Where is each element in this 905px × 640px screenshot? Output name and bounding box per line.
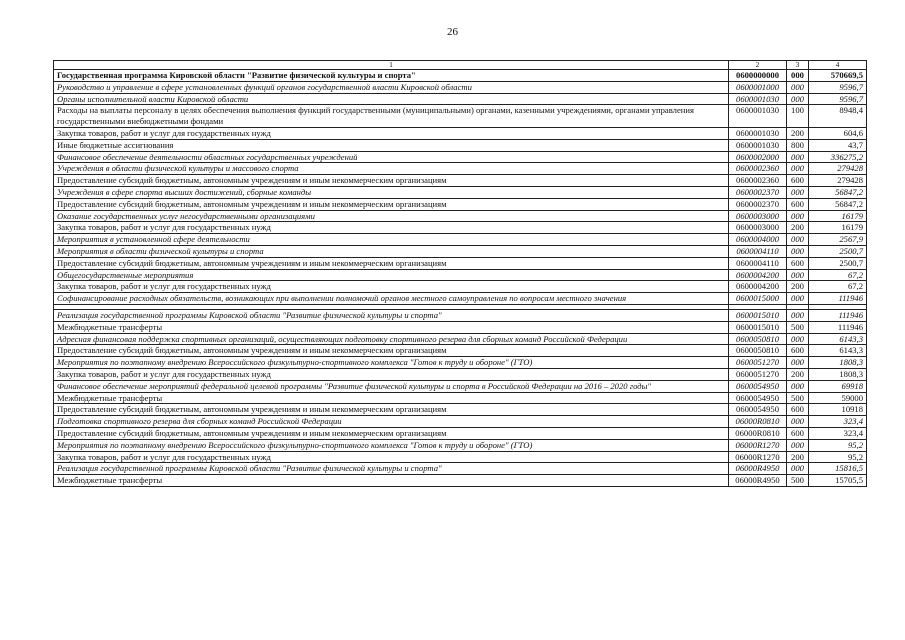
row-sum: 56847,2	[809, 198, 867, 210]
table-row	[54, 368, 867, 380]
row-name: Межбюджетные трансферты	[54, 475, 729, 487]
row-sum: 111946	[809, 321, 867, 333]
row-sum: 1808,3	[809, 357, 867, 369]
table-row	[54, 416, 867, 428]
row-code: 06000R0810	[729, 416, 787, 428]
row-sum: 570669,5	[809, 70, 867, 82]
table-row	[54, 333, 867, 345]
row-type: 000	[787, 439, 809, 451]
row-type: 600	[787, 345, 809, 357]
table-row	[54, 222, 867, 234]
row-code: 0600004110	[729, 257, 787, 269]
column-header-code: 2	[729, 61, 787, 70]
row-sum: 10918	[809, 404, 867, 416]
row-code: 06000R1270	[729, 439, 787, 451]
row-type: 000	[787, 245, 809, 257]
row-type: 000	[787, 463, 809, 475]
table-header-row	[54, 61, 867, 70]
row-sum: 8948,4	[809, 105, 867, 128]
row-sum: 67,2	[809, 281, 867, 293]
table-row	[54, 93, 867, 105]
row-code: 0600002000	[729, 151, 787, 163]
row-name: Софинансирование расходных обязательств, возникающих при выполнении полномочий органов местного самоуправления по вопросам местного значения	[54, 293, 729, 305]
row-sum: 111946	[809, 293, 867, 305]
row-code: 0600002360	[729, 175, 787, 187]
row-code: 0600000000	[729, 70, 787, 82]
column-header-sum: 4	[809, 61, 867, 70]
row-name: Предоставление субсидий бюджетным, автономным учреждениям и иным некоммерческим организациям	[54, 404, 729, 416]
row-name: Межбюджетные трансферты	[54, 321, 729, 333]
row-type: 600	[787, 257, 809, 269]
row-name: Государственная программа Кировской области "Развитие физической культуры и спорта"	[54, 70, 729, 82]
table-row	[54, 186, 867, 198]
row-code: 0600001030	[729, 127, 787, 139]
row-type: 000	[787, 81, 809, 93]
row-code: 06000R4950	[729, 463, 787, 475]
row-sum: 9596,7	[809, 93, 867, 105]
row-code: 0600001030	[729, 139, 787, 151]
row-name: Предоставление субсидий бюджетным, автономным учреждениям и иным некоммерческим организациям	[54, 345, 729, 357]
table-row	[54, 105, 867, 128]
row-type: 000	[787, 186, 809, 198]
row-name: Финансовое обеспечение деятельности областных государственных учреждений	[54, 151, 729, 163]
row-name: Органы исполнительной власти Кировской области	[54, 93, 729, 105]
row-type: 000	[787, 380, 809, 392]
row-code: 0600004000	[729, 234, 787, 246]
row-type: 000	[787, 416, 809, 428]
row-sum: 323,4	[809, 427, 867, 439]
table-row	[54, 281, 867, 293]
row-code: 0600003000	[729, 222, 787, 234]
row-sum: 604,6	[809, 127, 867, 139]
row-type: 600	[787, 175, 809, 187]
row-type: 000	[787, 357, 809, 369]
row-name: Мероприятия в области физической культуры и спорта	[54, 245, 729, 257]
row-type: 000	[787, 309, 809, 321]
row-code: 06000R0810	[729, 427, 787, 439]
row-name: Мероприятия в установленной сфере деятельности	[54, 234, 729, 246]
table-row	[54, 404, 867, 416]
row-type: 200	[787, 222, 809, 234]
row-sum: 2500,7	[809, 245, 867, 257]
row-type: 800	[787, 139, 809, 151]
row-code: 0600015010	[729, 309, 787, 321]
row-type: 600	[787, 404, 809, 416]
row-sum: 69918	[809, 380, 867, 392]
table-row	[54, 163, 867, 175]
row-code: 0600001000	[729, 81, 787, 93]
row-code: 0600051270	[729, 357, 787, 369]
row-sum: 323,4	[809, 416, 867, 428]
row-type: 500	[787, 321, 809, 333]
row-type: 200	[787, 451, 809, 463]
row-name: Предоставление субсидий бюджетным, автономным учреждениям и иным некоммерческим организациям	[54, 198, 729, 210]
row-code: 0600004110	[729, 245, 787, 257]
row-name: Учреждения в области физической культуры и массового спорта	[54, 163, 729, 175]
row-name: Подготовка спортивного резерва для сборных команд Российской Федерации	[54, 416, 729, 428]
row-sum: 111946	[809, 309, 867, 321]
row-type: 000	[787, 93, 809, 105]
table-row	[54, 321, 867, 333]
row-sum: 2567,9	[809, 234, 867, 246]
row-code: 06000R4950	[729, 475, 787, 487]
row-code: 0600001030	[729, 105, 787, 128]
row-code: 0600051270	[729, 368, 787, 380]
row-name: Закупка товаров, работ и услуг для государственных нужд	[54, 281, 729, 293]
row-type: 000	[787, 70, 809, 82]
row-code: 0600050810	[729, 345, 787, 357]
row-name: Финансовое обеспечение мероприятий федеральной целевой программы "Развитие физической культуры и спорта в Российской Федерации на 2016 – 2020 годы"	[54, 380, 729, 392]
row-sum: 279428	[809, 175, 867, 187]
row-name: Реализация государственной программы Кировской области "Развитие физической культуры и спорта"	[54, 309, 729, 321]
row-code: 0600050810	[729, 333, 787, 345]
table-row	[54, 257, 867, 269]
row-code: 0600002360	[729, 163, 787, 175]
table-row	[54, 345, 867, 357]
table-row	[54, 427, 867, 439]
row-sum: 95,2	[809, 439, 867, 451]
row-sum: 279428	[809, 163, 867, 175]
row-code: 0600004200	[729, 281, 787, 293]
row-type: 600	[787, 427, 809, 439]
row-type: 000	[787, 234, 809, 246]
row-code: 0600054950	[729, 392, 787, 404]
column-header-type: 3	[787, 61, 809, 70]
row-sum: 2500,7	[809, 257, 867, 269]
row-name: Межбюджетные трансферты	[54, 392, 729, 404]
row-type: 200	[787, 368, 809, 380]
row-code: 0600001030	[729, 93, 787, 105]
row-sum: 15705,5	[809, 475, 867, 487]
row-name: Оказание государственных услуг негосударственными организациями	[54, 210, 729, 222]
row-sum: 16179	[809, 210, 867, 222]
row-sum: 6143,3	[809, 345, 867, 357]
row-sum: 59000	[809, 392, 867, 404]
table-row	[54, 439, 867, 451]
table-row	[54, 175, 867, 187]
row-type: 500	[787, 475, 809, 487]
row-code: 0600002370	[729, 186, 787, 198]
row-name: Мероприятия по поэтапному внедрению Всероссийского физкультурно-спортивного комплекса "Готов к труду и обороне" (ГТО)	[54, 357, 729, 369]
row-sum: 67,2	[809, 269, 867, 281]
table-row	[54, 392, 867, 404]
budget-table	[53, 60, 867, 487]
row-type: 200	[787, 127, 809, 139]
row-name: Мероприятия по поэтапному внедрению Всероссийского физкультурно-спортивного комплекса "Готов к труду и обороне" (ГТО)	[54, 439, 729, 451]
row-name: Адресная финансовая поддержка спортивных организаций, осуществляющих подготовку спортивного резерва для сборных команд Российской Федерации	[54, 333, 729, 345]
table-row	[54, 234, 867, 246]
row-name: Предоставление субсидий бюджетным, автономным учреждениям и иным некоммерческим организациям	[54, 427, 729, 439]
row-type: 000	[787, 293, 809, 305]
row-code: 0600003000	[729, 210, 787, 222]
table-row	[54, 81, 867, 93]
table-row	[54, 151, 867, 163]
row-type: 000	[787, 210, 809, 222]
table-row	[54, 293, 867, 305]
row-sum: 16179	[809, 222, 867, 234]
table-row	[54, 475, 867, 487]
table-row	[54, 245, 867, 257]
row-name: Расходы на выплаты персоналу в целях обеспечения выполнения функций государственными (муниципальными) органами, казенными учреждениями, органами управления государственными внебюджетными фондами	[54, 105, 729, 128]
row-code: 06000R1270	[729, 451, 787, 463]
row-name: Общегосударственные мероприятия	[54, 269, 729, 281]
row-type: 200	[787, 281, 809, 293]
table-row	[54, 309, 867, 321]
row-name: Закупка товаров, работ и услуг для государственных нужд	[54, 368, 729, 380]
row-type: 000	[787, 163, 809, 175]
row-type: 500	[787, 392, 809, 404]
row-name: Руководство и управление в сфере установленных функций органов государственной власти Кировской области	[54, 81, 729, 93]
row-type: 000	[787, 333, 809, 345]
row-sum: 9596,7	[809, 81, 867, 93]
row-sum: 1808,3	[809, 368, 867, 380]
row-sum: 15816,5	[809, 463, 867, 475]
page-number: 26	[447, 26, 458, 38]
row-name: Реализация государственной программы Кировской области "Развитие физической культуры и спорта"	[54, 463, 729, 475]
row-code: 0600015000	[729, 293, 787, 305]
table-row	[54, 463, 867, 475]
row-sum: 336275,2	[809, 151, 867, 163]
row-name: Учреждения в сфере спорта высших достижений, сборные команды	[54, 186, 729, 198]
table-row	[54, 127, 867, 139]
row-code: 0600002370	[729, 198, 787, 210]
row-code: 0600004200	[729, 269, 787, 281]
table-row	[54, 380, 867, 392]
table-row	[54, 139, 867, 151]
column-header-name: 1	[54, 61, 729, 70]
table-row	[54, 357, 867, 369]
row-sum: 56847,2	[809, 186, 867, 198]
row-type: 600	[787, 198, 809, 210]
table-row	[54, 198, 867, 210]
row-name: Предоставление субсидий бюджетным, автономным учреждениям и иным некоммерческим организациям	[54, 257, 729, 269]
row-name: Иные бюджетные ассигнования	[54, 139, 729, 151]
row-name: Закупка товаров, работ и услуг для государственных нужд	[54, 222, 729, 234]
table-row	[54, 269, 867, 281]
row-name: Закупка товаров, работ и услуг для государственных нужд	[54, 451, 729, 463]
row-name: Закупка товаров, работ и услуг для государственных нужд	[54, 127, 729, 139]
row-sum: 6143,3	[809, 333, 867, 345]
row-sum: 43,7	[809, 139, 867, 151]
row-code: 0600054950	[729, 380, 787, 392]
row-name: Предоставление субсидий бюджетным, автономным учреждениям и иным некоммерческим организациям	[54, 175, 729, 187]
table-row	[54, 451, 867, 463]
row-type: 100	[787, 105, 809, 128]
table-row	[54, 70, 867, 82]
row-code: 0600054950	[729, 404, 787, 416]
row-code: 0600015010	[729, 321, 787, 333]
table-row	[54, 210, 867, 222]
row-type: 000	[787, 269, 809, 281]
row-type: 000	[787, 151, 809, 163]
row-sum: 95,2	[809, 451, 867, 463]
